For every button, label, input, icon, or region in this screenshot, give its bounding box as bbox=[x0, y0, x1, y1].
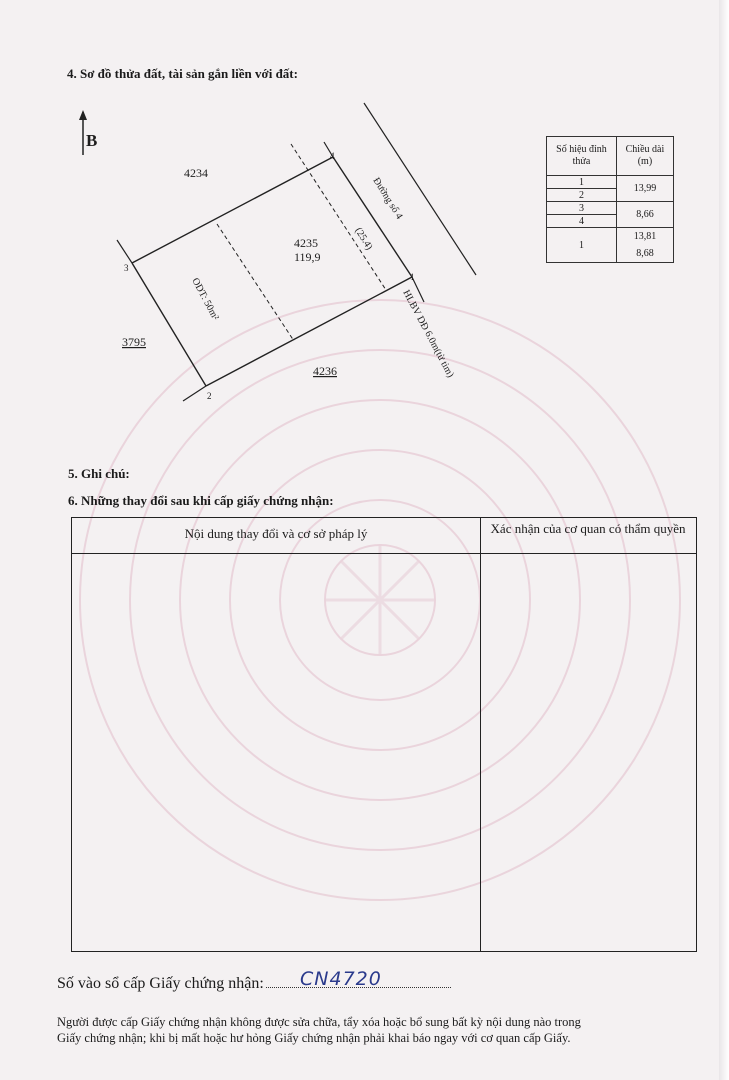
table-header-length: Chiều dài (m) bbox=[616, 137, 673, 176]
vertex-2-label: 2 bbox=[207, 391, 212, 401]
length-2: 8,66 bbox=[616, 202, 673, 228]
footer-note-line-1: Người được cấp Giấy chứng nhận không được sửa chữa, tẩy xóa hoặc bổ sung bất kỳ nội dung nào trong bbox=[57, 1015, 581, 1029]
registration-number: CN4720 bbox=[300, 968, 382, 990]
north-label: B bbox=[86, 131, 98, 150]
parcel-top-number: 4234 bbox=[184, 166, 208, 180]
vertex-4-label: 4 bbox=[330, 151, 335, 161]
changes-column-header: Nội dung thay đổi và cơ sở pháp lý bbox=[184, 526, 368, 541]
parcel-left-number: 3795 bbox=[122, 335, 146, 349]
parcel-area: 119,9 bbox=[294, 250, 321, 264]
registration-line bbox=[57, 975, 451, 993]
footer-note-line-2: Giấy chứng nhận; khi bị mất hoặc hư hỏng Giấy chứng nhận phải khai báo ngay với cơ quan cấp Giấy. bbox=[57, 1031, 571, 1045]
column-divider bbox=[480, 518, 481, 951]
land-use-label: ODT: 50m² bbox=[189, 276, 221, 323]
table-header-point: Số hiệu đỉnh thửa bbox=[547, 137, 617, 176]
length-3: 13,81 bbox=[633, 231, 657, 242]
point-1: 1 bbox=[547, 176, 617, 189]
confirmation-column-header: Xác nhận của cơ quan có thẩm quyền bbox=[490, 521, 686, 536]
length-1: 13,99 bbox=[616, 176, 673, 202]
parcel-main-number: 4235 bbox=[294, 236, 318, 250]
section-5-title: 5. Ghi chú: bbox=[68, 466, 130, 481]
point-2: 2 bbox=[547, 189, 617, 202]
vertex-3-label: 3 bbox=[124, 263, 129, 273]
setback-label: HLBV DĐ 6.0m(từ tim) bbox=[400, 288, 456, 380]
road-width: (25.4) bbox=[352, 225, 375, 253]
length-4: 8,68 bbox=[636, 248, 654, 259]
road-name: Đường số 4 bbox=[370, 175, 405, 222]
point-5: 1 bbox=[547, 228, 617, 263]
edge-length-table bbox=[546, 136, 674, 263]
length-3-4 bbox=[616, 228, 673, 263]
header-divider bbox=[72, 553, 696, 554]
section-4-title: 4. Sơ đồ thửa đất, tài sản gắn liền với đất: bbox=[67, 66, 298, 81]
point-4: 4 bbox=[547, 215, 617, 228]
changes-table bbox=[71, 517, 697, 952]
section-6-title: 6. Những thay đổi sau khi cấp giấy chứng nhận: bbox=[68, 493, 334, 508]
vertex-1-label: 1 bbox=[410, 272, 415, 282]
parcel-bottom-number: 4236 bbox=[313, 364, 337, 378]
point-3: 3 bbox=[547, 202, 617, 215]
registration-label: Số vào sổ cấp Giấy chứng nhận: bbox=[57, 975, 264, 992]
